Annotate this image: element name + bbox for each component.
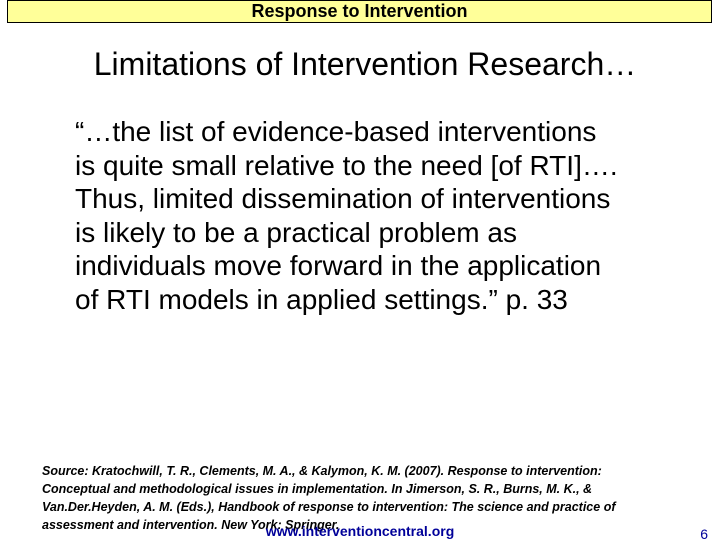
quote-line: “…the list of evidence-based interventions — [75, 116, 597, 147]
slide-title: Limitations of Intervention Research… — [93, 46, 637, 82]
header-banner: Response to Intervention — [7, 0, 712, 23]
quote-line: is likely to be a practical problem as — [75, 216, 517, 248]
quote-line: is quite small relative to the need [of RTI]…. — [75, 149, 618, 181]
source-line: Conceptual and methodological issues in implementation. In Jimerson, S. R., Burns, M. K., & — [42, 482, 593, 496]
source-line: Van.Der.Heyden, A. M. (Eds.), Handbook of response to intervention: The science and practice of — [42, 500, 616, 514]
quote-line: Thus, limited dissemination of interventions — [75, 183, 611, 214]
footer-url[interactable]: www.interventioncentral.org — [265, 523, 455, 539]
source-line: Source: Kratochwill, T. R., Clements, M. A., & Kalymon, K. M. (2007). Response to intervention: — [42, 464, 602, 478]
quote-line: individuals move forward in the application — [75, 250, 602, 281]
source-line: assessment and intervention. New York: Springer. — [42, 518, 340, 532]
page-number: 6 — [700, 526, 708, 542]
quote-text — [75, 115, 715, 316]
quote-line: of RTI models in applied settings.” p. 33 — [75, 283, 568, 315]
